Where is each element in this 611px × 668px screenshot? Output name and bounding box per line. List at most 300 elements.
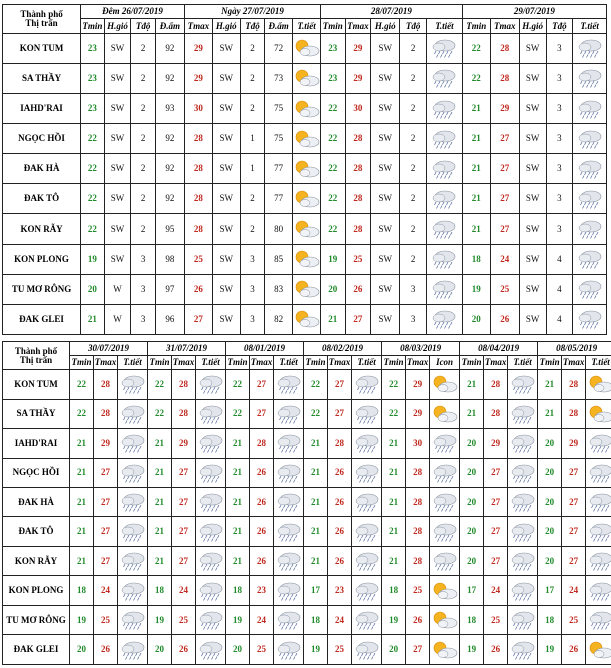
tmax-value: 27 xyxy=(484,546,508,575)
weather-cell xyxy=(573,304,607,334)
tmin-value: 21 xyxy=(460,399,484,428)
tmax-value: 30 xyxy=(406,429,430,458)
rain-cloud-icon xyxy=(431,522,459,542)
wind-level: 2 xyxy=(240,214,265,244)
tmin-value: 19 xyxy=(226,605,250,634)
wind-direction: SW xyxy=(212,124,240,154)
sun-cloud-icon xyxy=(587,374,611,394)
tmax-value: 28 xyxy=(184,214,212,244)
tmax-value: 28 xyxy=(490,33,519,63)
column-header: Tmax xyxy=(345,19,371,33)
weather-cell xyxy=(293,184,321,214)
tmax-value: 27 xyxy=(484,488,508,517)
weather-cell xyxy=(508,370,538,399)
rain-cloud-icon xyxy=(197,463,225,483)
location-name: ĐAK TÔ xyxy=(3,184,81,214)
rain-cloud-icon xyxy=(509,640,537,660)
tmin-value: 20 xyxy=(538,546,562,575)
humidity-value: 92 xyxy=(155,184,184,214)
corner-line-city: Thành phố xyxy=(14,345,58,356)
tmin-value: 22 xyxy=(321,214,346,244)
sun-cloud-icon xyxy=(431,404,459,424)
humidity-value: 77 xyxy=(265,184,293,214)
wind-direction: W xyxy=(104,304,131,334)
tmin-value: 21 xyxy=(304,546,328,575)
day-header: 08/05/2019 xyxy=(538,342,611,356)
tmax-value: 27 xyxy=(94,546,118,575)
wind-level: 3 xyxy=(546,214,573,244)
sun-cloud-icon xyxy=(293,279,320,299)
weather-cell xyxy=(274,546,304,575)
wind-level: 2 xyxy=(240,33,265,63)
weather-cell xyxy=(586,399,611,428)
wind-level: 2 xyxy=(400,214,427,244)
tmin-value: 21 xyxy=(70,458,94,487)
sun-cloud-icon xyxy=(587,640,611,660)
weather-cell xyxy=(427,33,463,63)
column-header: Tmax xyxy=(484,356,508,370)
humidity-value: 82 xyxy=(265,304,293,334)
rain-cloud-icon xyxy=(576,159,604,179)
column-header: Đ.ẩm xyxy=(265,19,293,33)
sun-cloud-icon xyxy=(293,249,320,269)
tmin-value: 19 xyxy=(460,635,484,665)
day-header: Ngày 27/07/2019 xyxy=(184,5,320,19)
wind-direction: SW xyxy=(104,63,131,93)
tmax-value: 25 xyxy=(484,605,508,634)
weather-cell xyxy=(427,93,463,123)
rain-cloud-icon xyxy=(430,249,458,269)
column-header: T.tiết xyxy=(427,19,463,33)
tmax-value: 27 xyxy=(484,517,508,546)
wind-direction: SW xyxy=(519,214,546,244)
wind-direction: SW xyxy=(371,154,400,184)
humidity-value: 95 xyxy=(155,214,184,244)
tmin-value: 18 xyxy=(462,244,490,274)
sun-cloud-icon xyxy=(293,219,320,239)
wind-level: 3 xyxy=(546,33,573,63)
table-row xyxy=(3,576,611,605)
humidity-value: 73 xyxy=(265,63,293,93)
header-row-days xyxy=(3,5,607,19)
day-header: 08/01/2019 xyxy=(226,342,304,356)
tmin-value: 23 xyxy=(321,63,346,93)
column-header: Tmax xyxy=(406,356,430,370)
weather-cell xyxy=(427,244,463,274)
column-header: Tmin xyxy=(148,356,172,370)
wind-level: 2 xyxy=(400,244,427,274)
weather-cell xyxy=(573,93,607,123)
tmax-value: 28 xyxy=(406,488,430,517)
wind-direction: SW xyxy=(104,33,131,63)
weather-cell xyxy=(293,63,321,93)
tmax-value: 27 xyxy=(328,399,352,428)
tmax-value: 27 xyxy=(94,458,118,487)
tmax-value: 29 xyxy=(94,429,118,458)
weather-cell xyxy=(118,576,148,605)
weather-cell xyxy=(274,458,304,487)
wind-direction: SW xyxy=(519,274,546,304)
tmin-value: 20 xyxy=(460,429,484,458)
rain-cloud-icon xyxy=(587,463,611,483)
wind-level: 3 xyxy=(131,304,156,334)
weather-cell xyxy=(573,274,607,304)
wind-level: 4 xyxy=(546,274,573,304)
rain-cloud-icon xyxy=(353,581,381,601)
table-row xyxy=(3,63,607,93)
location-name: ĐAK HÀ xyxy=(3,488,70,517)
rain-cloud-icon xyxy=(197,581,225,601)
sun-cloud-icon xyxy=(431,640,459,660)
weather-cell xyxy=(274,399,304,428)
sun-cloud-icon xyxy=(293,68,320,88)
tmin-value: 20 xyxy=(321,274,346,304)
column-header: Tmax xyxy=(490,19,519,33)
location-name: KON TUM xyxy=(3,370,70,399)
tmin-value: 18 xyxy=(226,576,250,605)
location-name: ĐAK TÔ xyxy=(3,517,70,546)
wind-direction: SW xyxy=(212,244,240,274)
rain-cloud-icon xyxy=(119,640,147,660)
weather-cell xyxy=(573,33,607,63)
table-row xyxy=(3,124,607,154)
tmin-value: 20 xyxy=(460,546,484,575)
tmin-value: 20 xyxy=(538,429,562,458)
tmax-value: 28 xyxy=(562,370,586,399)
tmin-value: 21 xyxy=(148,517,172,546)
column-header: T.tiết xyxy=(196,356,226,370)
wind-direction: SW xyxy=(212,63,240,93)
rain-cloud-icon xyxy=(119,492,147,512)
weather-cell xyxy=(508,399,538,428)
weather-cell xyxy=(293,304,321,334)
column-header: Icon xyxy=(430,356,460,370)
wind-level: 3 xyxy=(400,304,427,334)
rain-cloud-icon xyxy=(430,129,458,149)
wind-direction: SW xyxy=(519,124,546,154)
rain-cloud-icon xyxy=(430,309,458,329)
tmin-value: 20 xyxy=(460,517,484,546)
tmin-value: 22 xyxy=(382,399,406,428)
tmin-value: 22 xyxy=(462,63,490,93)
humidity-value: 77 xyxy=(265,154,293,184)
tmin-value: 19 xyxy=(321,244,346,274)
wind-level: 3 xyxy=(546,184,573,214)
weather-cell xyxy=(196,399,226,428)
tmax-value: 29 xyxy=(172,429,196,458)
table-row xyxy=(3,605,611,634)
weather-cell xyxy=(430,635,460,665)
weather-cell xyxy=(508,605,538,634)
column-header: H.gió xyxy=(371,19,400,33)
tmax-value: 26 xyxy=(184,274,212,304)
rain-cloud-icon xyxy=(197,374,225,394)
weather-cell xyxy=(430,517,460,546)
tmax-value: 28 xyxy=(345,214,371,244)
wind-direction: SW xyxy=(212,93,240,123)
weather-cell xyxy=(430,399,460,428)
tmax-value: 27 xyxy=(562,546,586,575)
rain-cloud-icon xyxy=(197,492,225,512)
tmin-value: 21 xyxy=(462,184,490,214)
sun-cloud-icon xyxy=(293,99,320,119)
humidity-value: 92 xyxy=(155,124,184,154)
tmax-value: 27 xyxy=(250,370,274,399)
weather-cell xyxy=(573,184,607,214)
weather-cell xyxy=(352,605,382,634)
table-row xyxy=(3,458,611,487)
rain-cloud-icon xyxy=(587,433,611,453)
tmax-value: 26 xyxy=(328,458,352,487)
tmin-value: 20 xyxy=(70,635,94,665)
tmin-value: 21 xyxy=(81,304,104,334)
rain-cloud-icon xyxy=(576,309,604,329)
rain-cloud-icon xyxy=(119,374,147,394)
tmin-value: 20 xyxy=(382,635,406,665)
wind-direction: SW xyxy=(212,304,240,334)
tmax-value: 27 xyxy=(172,488,196,517)
tmin-value: 19 xyxy=(81,244,104,274)
weather-cell xyxy=(293,93,321,123)
weather-cell xyxy=(118,635,148,665)
weather-cell xyxy=(274,605,304,634)
rain-cloud-icon xyxy=(509,522,537,542)
location-name: NGỌC HỒI xyxy=(3,124,81,154)
tmin-value: 21 xyxy=(462,214,490,244)
weather-cell xyxy=(274,429,304,458)
rain-cloud-icon xyxy=(197,610,225,630)
tmax-value: 25 xyxy=(184,244,212,274)
tmin-value: 18 xyxy=(70,576,94,605)
wind-level: 2 xyxy=(131,184,156,214)
tmin-value: 22 xyxy=(321,124,346,154)
wind-direction: SW xyxy=(519,93,546,123)
wind-level: 2 xyxy=(131,214,156,244)
wind-direction: SW xyxy=(104,244,131,274)
wind-direction: SW xyxy=(104,93,131,123)
weather-cell xyxy=(118,429,148,458)
rain-cloud-icon xyxy=(431,492,459,512)
rain-cloud-icon xyxy=(275,640,303,660)
table-row xyxy=(3,244,607,274)
column-header: Tmin xyxy=(226,356,250,370)
rain-cloud-icon xyxy=(275,374,303,394)
tmin-value: 20 xyxy=(538,488,562,517)
tmin-value: 20 xyxy=(538,458,562,487)
tmin-value: 21 xyxy=(70,517,94,546)
weather-cell xyxy=(118,458,148,487)
tmin-value: 20 xyxy=(462,304,490,334)
tmax-value: 27 xyxy=(328,370,352,399)
weather-cell xyxy=(196,605,226,634)
weather-cell xyxy=(352,488,382,517)
weather-cell xyxy=(274,576,304,605)
weather-cell xyxy=(196,517,226,546)
column-header: H.gió xyxy=(104,19,131,33)
tmax-value: 25 xyxy=(250,635,274,665)
tmin-value: 19 xyxy=(382,605,406,634)
weather-cell xyxy=(586,370,611,399)
tmax-value: 26 xyxy=(250,517,274,546)
tmax-value: 28 xyxy=(184,154,212,184)
rain-cloud-icon xyxy=(430,68,458,88)
forecast-table-bottom xyxy=(2,341,611,665)
wind-level: 4 xyxy=(546,304,573,334)
column-header: Tmin xyxy=(382,356,406,370)
tmax-value: 26 xyxy=(406,605,430,634)
rain-cloud-icon xyxy=(119,404,147,424)
humidity-value: 75 xyxy=(265,124,293,154)
tmin-value: 21 xyxy=(304,458,328,487)
location-name: KON TUM xyxy=(3,33,81,63)
tmax-value: 28 xyxy=(484,399,508,428)
wind-level: 3 xyxy=(240,274,265,304)
tmin-value: 20 xyxy=(538,517,562,546)
table-row xyxy=(3,304,607,334)
wind-level: 2 xyxy=(240,93,265,123)
wind-direction: SW xyxy=(212,214,240,244)
column-header: T.tiết xyxy=(586,356,611,370)
rain-cloud-icon xyxy=(576,38,604,58)
tmax-value: 28 xyxy=(345,124,371,154)
rain-cloud-icon xyxy=(353,492,381,512)
weather-cell xyxy=(352,429,382,458)
tmax-value: 28 xyxy=(172,370,196,399)
tmax-value: 29 xyxy=(406,370,430,399)
wind-level: 3 xyxy=(546,124,573,154)
tmax-value: 29 xyxy=(184,63,212,93)
rain-cloud-icon xyxy=(509,492,537,512)
tmax-value: 28 xyxy=(490,63,519,93)
sun-cloud-icon xyxy=(293,189,320,209)
column-header: Tđộ xyxy=(400,19,427,33)
tmin-value: 19 xyxy=(538,635,562,665)
rain-cloud-icon xyxy=(509,433,537,453)
weather-cell xyxy=(118,488,148,517)
tmax-value: 25 xyxy=(94,605,118,634)
humidity-value: 92 xyxy=(155,63,184,93)
tmax-value: 28 xyxy=(328,429,352,458)
tmax-value: 27 xyxy=(490,154,519,184)
tmax-value: 23 xyxy=(250,576,274,605)
tmin-value: 19 xyxy=(148,605,172,634)
tmin-value: 21 xyxy=(321,304,346,334)
tmin-value: 22 xyxy=(226,399,250,428)
wind-direction: W xyxy=(104,274,131,304)
tmin-value: 21 xyxy=(538,399,562,428)
tmin-value: 23 xyxy=(321,33,346,63)
tmin-value: 21 xyxy=(382,546,406,575)
rain-cloud-icon xyxy=(587,522,611,542)
humidity-value: 75 xyxy=(265,93,293,123)
day-header: 30/07/2019 xyxy=(70,342,148,356)
day-header: Đêm 26/07/2019 xyxy=(81,5,185,19)
column-header: T.tiết xyxy=(508,356,538,370)
tmax-value: 23 xyxy=(328,576,352,605)
rain-cloud-icon xyxy=(576,68,604,88)
tmin-value: 21 xyxy=(304,517,328,546)
tmin-value: 22 xyxy=(462,33,490,63)
tmax-value: 28 xyxy=(406,458,430,487)
tmin-value: 22 xyxy=(81,214,104,244)
tmin-value: 22 xyxy=(304,399,328,428)
sun-cloud-icon xyxy=(431,610,459,630)
weather-cell xyxy=(586,605,611,634)
location-name: SA THẦY xyxy=(3,63,81,93)
tmin-value: 21 xyxy=(148,546,172,575)
tmax-value: 29 xyxy=(406,399,430,428)
wind-level: 3 xyxy=(240,244,265,274)
wind-level: 2 xyxy=(400,33,427,63)
weather-cell xyxy=(430,546,460,575)
location-name: ĐAK GLEI xyxy=(3,304,81,334)
wind-level: 2 xyxy=(400,93,427,123)
rain-cloud-icon xyxy=(119,463,147,483)
tmax-value: 28 xyxy=(94,399,118,428)
rain-cloud-icon xyxy=(430,219,458,239)
weather-cell xyxy=(427,154,463,184)
weather-cell xyxy=(196,576,226,605)
tmin-value: 22 xyxy=(321,93,346,123)
weather-cell xyxy=(573,63,607,93)
column-header: Tmax xyxy=(172,356,196,370)
tmax-value: 28 xyxy=(345,184,371,214)
weather-cell xyxy=(427,214,463,244)
tmin-value: 21 xyxy=(148,458,172,487)
tmin-value: 21 xyxy=(382,488,406,517)
wind-direction: SW xyxy=(104,184,131,214)
weather-cell xyxy=(427,63,463,93)
weather-cell xyxy=(508,458,538,487)
tmin-value: 22 xyxy=(304,370,328,399)
column-header: T.tiết xyxy=(274,356,304,370)
column-header: Tmin xyxy=(70,356,94,370)
wind-level: 2 xyxy=(131,93,156,123)
weather-cell xyxy=(196,429,226,458)
wind-level: 3 xyxy=(240,304,265,334)
table-row xyxy=(3,93,607,123)
column-header: Tmin xyxy=(462,19,490,33)
tmax-value: 25 xyxy=(406,576,430,605)
tmin-value: 21 xyxy=(462,93,490,123)
wind-level: 2 xyxy=(400,154,427,184)
location-name: KON PLONG xyxy=(3,244,81,274)
weather-cell xyxy=(293,214,321,244)
rain-cloud-icon xyxy=(275,463,303,483)
humidity-value: 92 xyxy=(155,154,184,184)
weather-cell xyxy=(573,124,607,154)
weather-cell xyxy=(430,605,460,634)
column-header: Tđộ xyxy=(240,19,265,33)
wind-level: 2 xyxy=(131,124,156,154)
wind-direction: SW xyxy=(104,214,131,244)
rain-cloud-icon xyxy=(353,433,381,453)
humidity-value: 80 xyxy=(265,214,293,244)
rain-cloud-icon xyxy=(509,374,537,394)
weather-cell xyxy=(352,517,382,546)
wind-level: 3 xyxy=(131,274,156,304)
tmin-value: 22 xyxy=(226,370,250,399)
weather-cell xyxy=(586,429,611,458)
wind-direction: SW xyxy=(519,154,546,184)
wind-level: 2 xyxy=(131,33,156,63)
weather-cell xyxy=(430,488,460,517)
weather-cell xyxy=(196,370,226,399)
location-name: TU MƠ RÔNG xyxy=(3,605,70,634)
day-header: 08/02/2019 xyxy=(304,342,382,356)
tmax-value: 27 xyxy=(490,214,519,244)
tmin-value: 23 xyxy=(81,33,104,63)
